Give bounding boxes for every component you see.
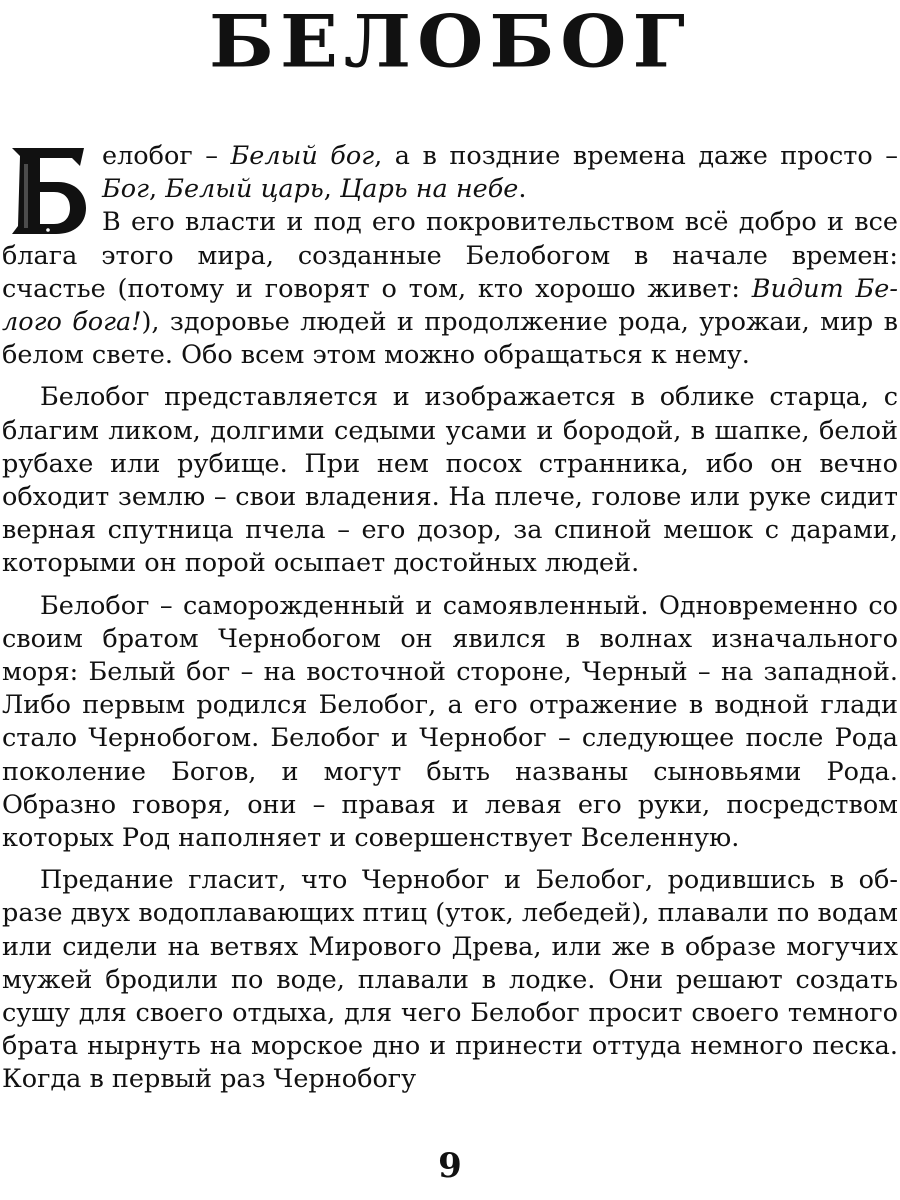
paragraph-4-seg-0: Белобог – саморожденный и самоявленный. Одновременно со своим братом Чернобогом он явился в волнах изначального моря: Белый бог – на восточной стороне, Черный – на западной. Либо первым родился Белобог, а его отражение в водной глади стало Чернобогом. Белобог и Чернобог – следующее после Рода поколение Богов, и могут быть названы сыновьями Рода. Образно говоря, они – правая и левая его руки, посредством которых Род наполняет и совершенствует Вселенную. [2, 590, 898, 854]
paragraph-1 [2, 140, 898, 206]
page-title: БЕЛОБОГ [209, 0, 691, 84]
body-text [2, 140, 898, 1097]
dropcap-letter [6, 144, 88, 236]
paragraph-2-seg-0: В его власти и под его покровительством всё добро и все блага этого мира, созданные Белобогом в начале времен: счастье (потому и говорят о том, кто хорошо живет: [2, 207, 898, 304]
paragraph-5 [2, 864, 898, 1096]
paragraph-1-seg-0: елобог – [102, 141, 231, 171]
dropcap-b-icon [6, 144, 88, 236]
paragraph-1-seg-8: . [518, 174, 527, 205]
paragraph-2-seg-2: ), здоровье людей и продолжение рода, урожаи, мир в белом свете. Обо всем этом можно обращаться к нему. [2, 307, 899, 371]
paragraph-2-seg-1: Видит Белого бога! [2, 273, 898, 338]
paragraph-3-seg-0: Белобог представляется и изображается в облике старца, с благим ликом, долгими седыми усами и бородой, в шапке, белой рубахе или рубище. При нем посох странника, ибо он вечно обходит землю – свои владения. На плече, голове или руке сидит верная спутница пчела – его дозор, за спиной мешок с дарами, которыми он порой осыпает достойных людей. [2, 382, 898, 579]
paragraph-1-seg-7: Царь на небе [340, 174, 519, 205]
page-number: 9 [438, 1146, 462, 1186]
paragraph-1-seg-2: , а в поздние времена даже просто – [374, 141, 898, 171]
paragraph-1-seg-5: Белый царь [165, 174, 324, 205]
paragraph-1-seg-1: Белый бог [230, 141, 375, 171]
paragraph-1-seg-3: Бог [102, 174, 149, 205]
paragraph-2 [2, 206, 898, 372]
paragraph-1-seg-4: , [148, 174, 166, 205]
paragraph-5-seg-0: Предание гласит, что Чернобог и Белобог, родившись в образе двух водоплавающих птиц (уток, лебедей), плавали по водам или сидели на ветвях Мирового Древа, или же в образе могучих мужей бродили по воде, плавали в лодке. Они решают создать сушу для своего отдыха, для чего Белобог просит своего темного брата нырнуть на морское дно и принести оттуда немного песка. Когда в первый раз Чернобогу [2, 865, 898, 1095]
paragraph-3 [2, 381, 898, 580]
paragraph-4 [2, 590, 898, 856]
paragraph-1-seg-6: , [323, 174, 340, 205]
